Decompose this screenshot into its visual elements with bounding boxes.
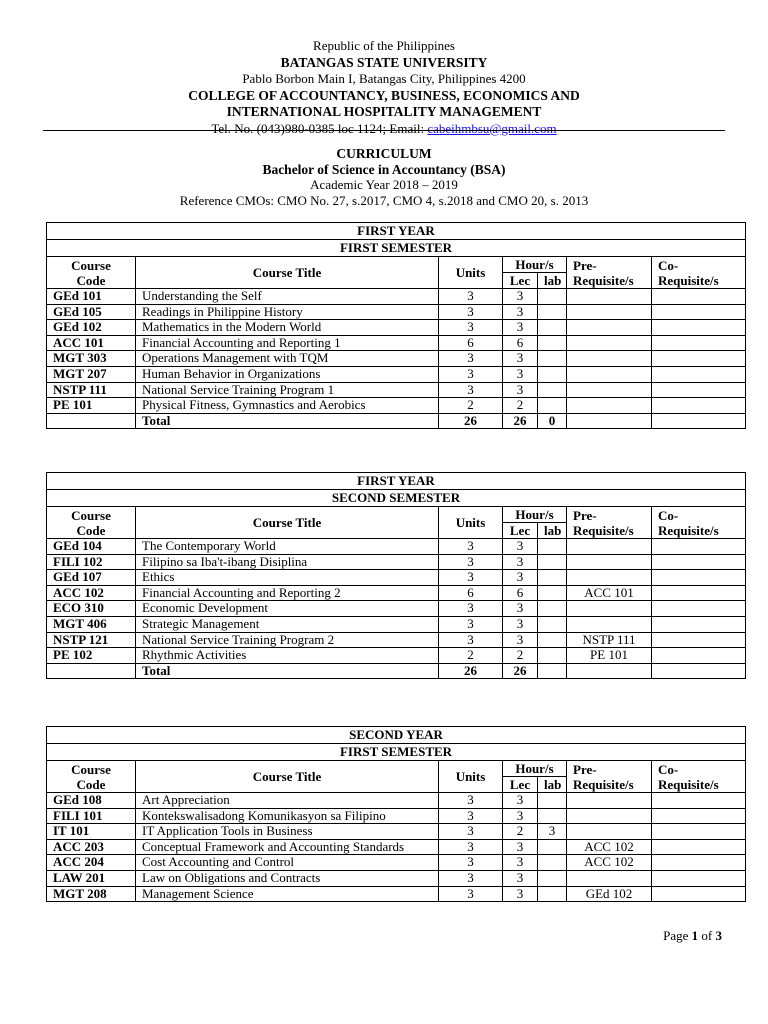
course-prerequisite (567, 351, 652, 367)
course-lec: 3 (503, 304, 538, 320)
curriculum-title: CURRICULUM (336, 146, 432, 161)
course-code: GEd 102 (47, 320, 136, 336)
course-code: GEd 108 (47, 793, 136, 809)
header-divider (43, 130, 725, 131)
course-title: Readings in Philippine History (136, 304, 439, 320)
academic-year: Academic Year 2018 – 2019 (310, 177, 458, 192)
col-lec: Lec (503, 273, 538, 289)
col-hours: Hour/s (503, 761, 567, 777)
course-code: MGT 207 (47, 366, 136, 382)
page-total: 3 (715, 928, 722, 943)
course-prerequisite (567, 320, 652, 336)
page-of: of (698, 928, 716, 943)
col-corequisite: Co- Requisite/s (652, 257, 746, 289)
course-lec: 3 (503, 554, 538, 570)
reference-cmos: Reference CMOs: CMO No. 27, s.2017, CMO 4, s.2018 and CMO 20, s. 2013 (179, 192, 589, 208)
course-code: ACC 101 (47, 335, 136, 351)
col-course-title: Course Title (136, 761, 439, 793)
course-units: 3 (439, 289, 503, 305)
course-lec: 3 (503, 351, 538, 367)
table-row (47, 382, 746, 398)
col-lab: lab (538, 777, 567, 793)
course-lec: 3 (503, 382, 538, 398)
course-corequisite (652, 304, 746, 320)
course-code: FILI 102 (47, 554, 136, 570)
course-prerequisite (567, 554, 652, 570)
course-code: ACC 204 (47, 855, 136, 871)
course-title: Strategic Management (136, 616, 439, 632)
course-prerequisite (567, 398, 652, 414)
course-title: Mathematics in the Modern World (136, 320, 439, 336)
semester-banner: SECOND SEMESTER (47, 490, 746, 507)
course-corequisite (652, 351, 746, 367)
course-lec: 3 (503, 793, 538, 809)
course-prerequisite: PE 101 (567, 648, 652, 664)
curriculum-table (46, 222, 746, 429)
course-lab (538, 648, 567, 664)
course-lec: 3 (503, 886, 538, 902)
course-prerequisite: ACC 101 (567, 585, 652, 601)
course-lab (538, 539, 567, 555)
course-lec: 3 (503, 839, 538, 855)
course-corequisite (652, 320, 746, 336)
total-pre (567, 413, 652, 429)
table-row (47, 855, 746, 871)
course-title: Financial Accounting and Reporting 2 (136, 585, 439, 601)
course-corequisite (652, 808, 746, 824)
course-units: 3 (439, 554, 503, 570)
course-code: GEd 105 (47, 304, 136, 320)
course-code: NSTP 121 (47, 632, 136, 648)
total-co (652, 413, 746, 429)
college-name-line1: COLLEGE OF ACCOUNTANCY, BUSINESS, ECONOMICS AND (188, 87, 580, 103)
semester-banner: FIRST SEMESTER (47, 744, 746, 761)
col-course-title: Course Title (136, 507, 439, 539)
course-code: MGT 406 (47, 616, 136, 632)
course-lab (538, 839, 567, 855)
course-prerequisite (567, 793, 652, 809)
course-lab (538, 570, 567, 586)
table-row (47, 351, 746, 367)
col-prerequisite: Pre- Requisite/s (567, 257, 652, 289)
total-lec: 26 (503, 413, 538, 429)
table-row (47, 793, 746, 809)
course-lec: 3 (503, 855, 538, 871)
email-link[interactable]: cabeihmbsu@gmail.com (427, 120, 557, 136)
year-banner: FIRST YEAR (47, 223, 746, 240)
col-course-code: Course Code (47, 761, 136, 793)
course-units: 6 (439, 585, 503, 601)
page-number (663, 928, 722, 944)
course-corequisite (652, 632, 746, 648)
total-blank (47, 663, 136, 679)
course-lec: 2 (503, 398, 538, 414)
page-current: 1 (691, 928, 699, 943)
course-prerequisite (567, 382, 652, 398)
total-lec: 26 (503, 663, 538, 679)
course-units: 3 (439, 793, 503, 809)
college-name-line2: INTERNATIONAL HOSPITALITY MANAGEMENT (226, 104, 542, 119)
total-label: Total (136, 413, 439, 429)
course-corequisite (652, 601, 746, 617)
course-prerequisite (567, 570, 652, 586)
course-lec: 3 (503, 289, 538, 305)
course-lec: 3 (503, 616, 538, 632)
course-prerequisite: ACC 102 (567, 839, 652, 855)
course-corequisite (652, 335, 746, 351)
course-title: Kontekswalisadong Komunikasyon sa Filipino (136, 808, 439, 824)
table-row (47, 601, 746, 617)
table-row (47, 585, 746, 601)
course-corequisite (652, 382, 746, 398)
course-title: Cost Accounting and Control (136, 855, 439, 871)
course-units: 3 (439, 870, 503, 886)
course-lec: 3 (503, 601, 538, 617)
course-units: 3 (439, 632, 503, 648)
course-code: LAW 201 (47, 870, 136, 886)
table-row (47, 886, 746, 902)
course-title: Ethics (136, 570, 439, 586)
course-units: 2 (439, 648, 503, 664)
course-code: FILI 101 (47, 808, 136, 824)
col-lec: Lec (503, 523, 538, 539)
course-code: PE 102 (47, 648, 136, 664)
col-prerequisite: Pre- Requisite/s (567, 507, 652, 539)
course-lab (538, 398, 567, 414)
course-prerequisite (567, 304, 652, 320)
course-units: 3 (439, 824, 503, 840)
course-lec: 6 (503, 585, 538, 601)
course-lec: 2 (503, 648, 538, 664)
course-lec: 3 (503, 870, 538, 886)
course-code: GEd 107 (47, 570, 136, 586)
col-lec: Lec (503, 777, 538, 793)
course-title: Filipino sa Iba't-ibang Disiplina (136, 554, 439, 570)
curriculum-table (46, 472, 746, 679)
course-lab (538, 320, 567, 336)
course-corequisite (652, 289, 746, 305)
course-lab (538, 351, 567, 367)
col-lab: lab (538, 523, 567, 539)
total-units: 26 (439, 663, 503, 679)
col-prerequisite: Pre- Requisite/s (567, 761, 652, 793)
course-title: National Service Training Program 2 (136, 632, 439, 648)
course-title: Conceptual Framework and Accounting Standards (136, 839, 439, 855)
course-units: 3 (439, 601, 503, 617)
course-corequisite (652, 793, 746, 809)
course-corequisite (652, 585, 746, 601)
course-prerequisite: NSTP 111 (567, 632, 652, 648)
course-prerequisite (567, 824, 652, 840)
course-lec: 6 (503, 335, 538, 351)
course-prerequisite (567, 539, 652, 555)
course-corequisite (652, 855, 746, 871)
table-row (47, 366, 746, 382)
course-units: 3 (439, 539, 503, 555)
table-row (47, 289, 746, 305)
course-title: The Contemporary World (136, 539, 439, 555)
course-prerequisite: GEd 102 (567, 886, 652, 902)
course-units: 3 (439, 886, 503, 902)
course-lec: 3 (503, 539, 538, 555)
course-corequisite (652, 554, 746, 570)
course-units: 3 (439, 304, 503, 320)
course-title: Law on Obligations and Contracts (136, 870, 439, 886)
course-lab (538, 554, 567, 570)
course-corequisite (652, 886, 746, 902)
course-lab (538, 855, 567, 871)
course-corequisite (652, 366, 746, 382)
total-blank (47, 413, 136, 429)
course-code: GEd 104 (47, 539, 136, 555)
table-row (47, 824, 746, 840)
contact-text: Tel. No. (043)980-0385 loc 1124; Email: (211, 120, 428, 136)
table-row (47, 554, 746, 570)
course-title: Art Appreciation (136, 793, 439, 809)
course-lec: 3 (503, 570, 538, 586)
course-lab (538, 886, 567, 902)
course-corequisite (652, 648, 746, 664)
course-lab (538, 382, 567, 398)
course-units: 2 (439, 398, 503, 414)
course-lab (538, 335, 567, 351)
course-units: 6 (439, 335, 503, 351)
course-prerequisite (567, 366, 652, 382)
course-prerequisite (567, 335, 652, 351)
course-lec: 2 (503, 824, 538, 840)
course-prerequisite (567, 289, 652, 305)
course-prerequisite (567, 870, 652, 886)
course-lab (538, 632, 567, 648)
course-code: MGT 303 (47, 351, 136, 367)
table-row (47, 839, 746, 855)
total-label: Total (136, 663, 439, 679)
col-corequisite: Co- Requisite/s (652, 761, 746, 793)
course-lab (538, 366, 567, 382)
col-units: Units (439, 507, 503, 539)
program-name: Bachelor of Science in Accountancy (BSA) (262, 161, 506, 177)
table-row (47, 632, 746, 648)
university-address: Pablo Borbon Main I, Batangas City, Philippines 4200 (242, 71, 526, 86)
col-course-code: Course Code (47, 507, 136, 539)
course-units: 3 (439, 808, 503, 824)
course-units: 3 (439, 855, 503, 871)
course-title: Management Science (136, 886, 439, 902)
total-row (47, 413, 746, 429)
col-course-code: Course Code (47, 257, 136, 289)
course-lab (538, 585, 567, 601)
course-corequisite (652, 539, 746, 555)
course-code: ACC 102 (47, 585, 136, 601)
course-lab: 3 (538, 824, 567, 840)
year-banner: FIRST YEAR (47, 473, 746, 490)
course-units: 3 (439, 351, 503, 367)
course-code: IT 101 (47, 824, 136, 840)
course-code: NSTP 111 (47, 382, 136, 398)
semester-banner: FIRST SEMESTER (47, 240, 746, 257)
course-lec: 3 (503, 366, 538, 382)
course-lab (538, 304, 567, 320)
total-lab (538, 663, 567, 679)
course-title: Rhythmic Activities (136, 648, 439, 664)
course-lab (538, 808, 567, 824)
course-lab (538, 793, 567, 809)
course-corequisite (652, 398, 746, 414)
total-co (652, 663, 746, 679)
course-units: 3 (439, 366, 503, 382)
table-row (47, 648, 746, 664)
course-code: ACC 203 (47, 839, 136, 855)
document-header (0, 38, 768, 137)
table-row (47, 320, 746, 336)
total-row (47, 663, 746, 679)
course-prerequisite (567, 616, 652, 632)
course-title: Physical Fitness, Gymnastics and Aerobics (136, 398, 439, 414)
course-lab (538, 870, 567, 886)
course-corequisite (652, 616, 746, 632)
course-prerequisite (567, 601, 652, 617)
university-name: BATANGAS STATE UNIVERSITY (280, 54, 488, 70)
course-title: Economic Development (136, 601, 439, 617)
total-units: 26 (439, 413, 503, 429)
course-title: Operations Management with TQM (136, 351, 439, 367)
table-row (47, 398, 746, 414)
table-row (47, 616, 746, 632)
table-row (47, 870, 746, 886)
course-prerequisite (567, 808, 652, 824)
course-corequisite (652, 839, 746, 855)
republic-line: Republic of the Philippines (313, 38, 455, 53)
course-title: IT Application Tools in Business (136, 824, 439, 840)
total-pre (567, 663, 652, 679)
contact-line (0, 121, 768, 138)
course-units: 3 (439, 616, 503, 632)
course-corequisite (652, 870, 746, 886)
course-lab (538, 289, 567, 305)
course-title: Financial Accounting and Reporting 1 (136, 335, 439, 351)
course-code: ECO 310 (47, 601, 136, 617)
col-lab: lab (538, 273, 567, 289)
course-code: MGT 208 (47, 886, 136, 902)
course-lec: 3 (503, 808, 538, 824)
curriculum-heading (0, 146, 768, 208)
curriculum-table (46, 726, 746, 902)
course-lec: 3 (503, 632, 538, 648)
col-units: Units (439, 257, 503, 289)
table-row (47, 570, 746, 586)
table-row (47, 539, 746, 555)
course-units: 3 (439, 320, 503, 336)
course-units: 3 (439, 839, 503, 855)
year-banner: SECOND YEAR (47, 727, 746, 744)
col-corequisite: Co- Requisite/s (652, 507, 746, 539)
course-units: 3 (439, 382, 503, 398)
course-title: National Service Training Program 1 (136, 382, 439, 398)
page-prefix: Page (663, 928, 692, 943)
table-row (47, 304, 746, 320)
course-corequisite (652, 824, 746, 840)
course-title: Understanding the Self (136, 289, 439, 305)
col-course-title: Course Title (136, 257, 439, 289)
col-hours: Hour/s (503, 507, 567, 523)
col-hours: Hour/s (503, 257, 567, 273)
course-title: Human Behavior in Organizations (136, 366, 439, 382)
course-lec: 3 (503, 320, 538, 336)
table-row (47, 808, 746, 824)
course-code: PE 101 (47, 398, 136, 414)
col-units: Units (439, 761, 503, 793)
course-lab (538, 601, 567, 617)
course-code: GEd 101 (47, 289, 136, 305)
course-lab (538, 616, 567, 632)
course-units: 3 (439, 570, 503, 586)
table-row (47, 335, 746, 351)
course-prerequisite: ACC 102 (567, 855, 652, 871)
total-lab: 0 (538, 413, 567, 429)
course-corequisite (652, 570, 746, 586)
